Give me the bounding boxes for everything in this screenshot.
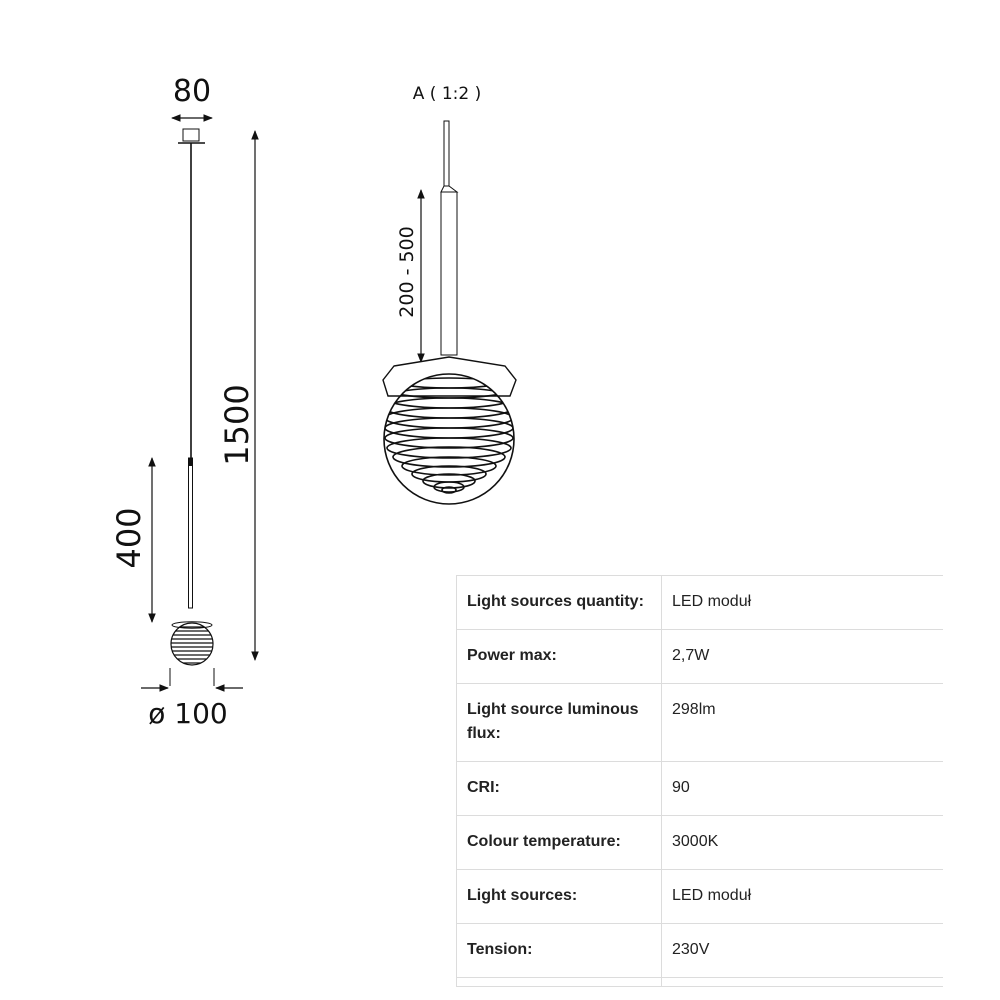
spec-value: 230V xyxy=(662,924,944,978)
spec-value: 298lm xyxy=(662,684,944,762)
rod xyxy=(189,458,193,608)
spec-label-empty xyxy=(457,978,662,987)
detail-cable xyxy=(444,121,449,186)
canopy xyxy=(183,129,199,141)
spec-row xyxy=(457,684,944,762)
spec-value: LED moduł xyxy=(662,576,944,630)
detail-view-a xyxy=(383,84,516,504)
spec-value-empty xyxy=(662,978,944,987)
spec-row-empty xyxy=(457,978,944,987)
dim-diameter: ø 100 xyxy=(148,697,228,730)
dim-total-height: 1500 xyxy=(218,384,256,466)
spec-value: 2,7W xyxy=(662,630,944,684)
spec-row xyxy=(457,870,944,924)
detail-taper xyxy=(441,186,457,192)
spec-row xyxy=(457,816,944,870)
elevation-view xyxy=(110,74,256,730)
spec-value: 90 xyxy=(662,762,944,816)
spec-label: CRI: xyxy=(457,762,662,816)
dim-top-width: 80 xyxy=(172,74,212,109)
dim-rod-length: 400 xyxy=(110,507,148,569)
spec-row xyxy=(457,762,944,816)
rod-joint xyxy=(189,458,192,466)
spec-label: Colour temperature: xyxy=(457,816,662,870)
spec-label: Tension: xyxy=(457,924,662,978)
spec-table xyxy=(456,575,943,987)
spec-label: Power max: xyxy=(457,630,662,684)
detail-label: A ( 1:2 ) xyxy=(412,84,482,104)
spec-label: Light sources: xyxy=(457,870,662,924)
spec-row xyxy=(457,576,944,630)
spec-row xyxy=(457,630,944,684)
detail-cap xyxy=(383,357,516,396)
spec-label: Light sources quantity: xyxy=(457,576,662,630)
detail-range: 200 - 500 xyxy=(396,226,418,318)
spec-value: LED moduł xyxy=(662,870,944,924)
spec-row xyxy=(457,924,944,978)
detail-rod xyxy=(441,192,457,355)
spec-label: Light source luminous flux: xyxy=(457,684,662,762)
spec-value: 3000K xyxy=(662,816,944,870)
